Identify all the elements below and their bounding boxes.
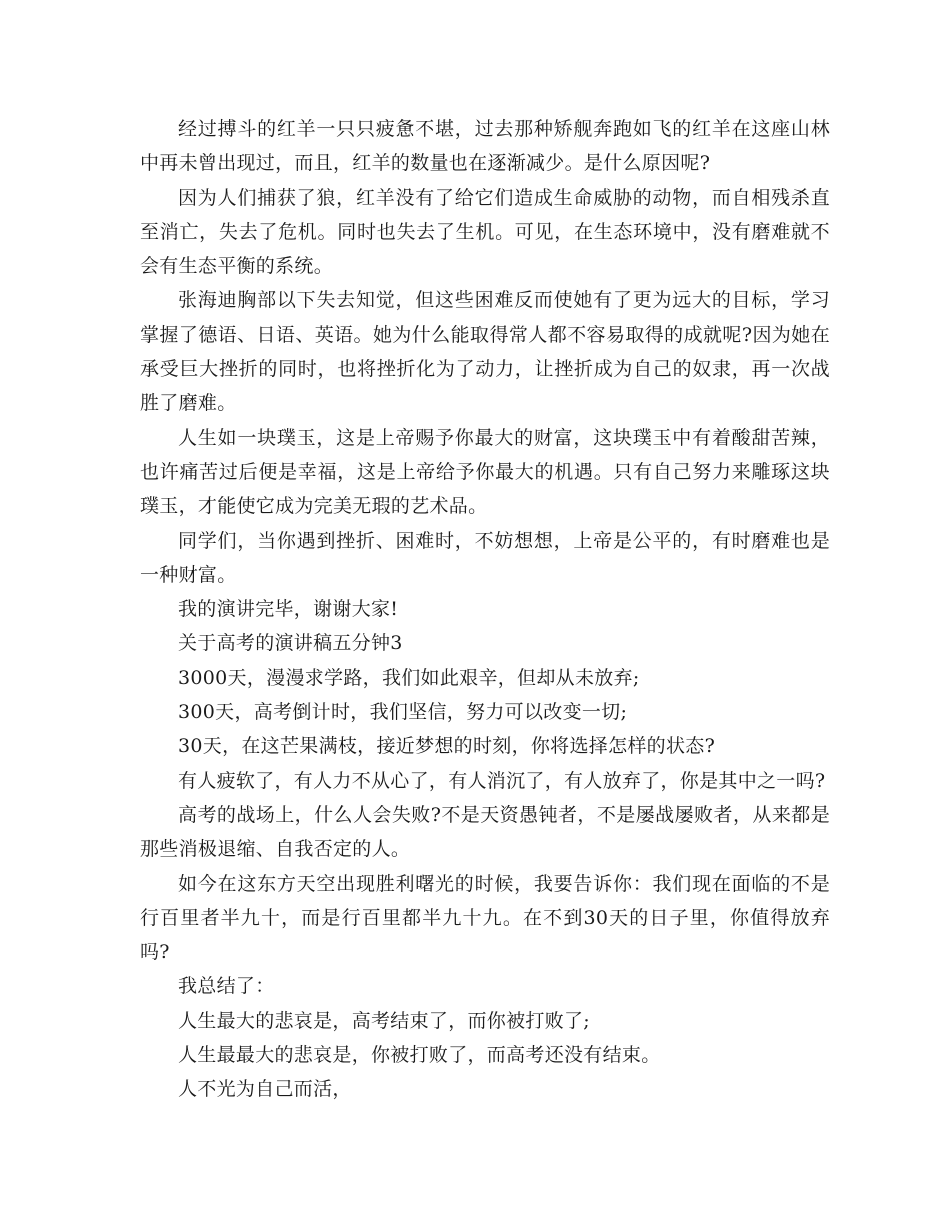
paragraph: 3000天，漫漫求学路，我们如此艰辛，但却从未放弃; xyxy=(178,666,640,689)
paragraph: 经过搏斗的红羊一只只疲惫不堪，过去那种矫舰奔跑如飞的红羊在这座山林中再未曾出现过，而且，红羊的数量也在逐渐减少。是什么原因呢? xyxy=(140,118,830,175)
closing-line: 我的演讲完毕，谢谢大家! xyxy=(178,598,399,621)
paragraph: 如今在这东方天空出现胜利曙光的时候，我要告诉你：我们现在面临的不是行百里者半九十，而是行百里都半九十九。在不到30天的日子里，你值得放弃吗? xyxy=(140,872,830,964)
paragraph: 30天，在这芒果满枝，接近梦想的时刻，你将选择怎样的状态? xyxy=(178,735,716,758)
paragraph: 张海迪胸部以下失去知觉，但这些困难反而使她有了更为远大的目标，学习掌握了德语、日语、英语。她为什么能取得常人都不容易取得的成就呢?因为她在承受巨大挫折的同时，也将挫折化为了动力，让挫折成为自己的奴隶，再一次战胜了磨难。 xyxy=(140,289,830,415)
paragraph: 人生最大的悲哀是，高考结束了，而你被打败了; xyxy=(178,1009,591,1032)
paragraph: 同学们，当你遇到挫折、困难时，不妨想想，上帝是公平的，有时磨难也是一种财富。 xyxy=(140,529,830,586)
paragraph: 人生如一块璞玉，这是上帝赐予你最大的财富，这块璞玉中有着酸甜苦辣，也许痛苦过后便是幸福，这是上帝给予你最大的机遇。只有自己努力来雕琢这块璞玉，才能使它成为完美无瑕的艺术品。 xyxy=(140,426,830,518)
document-body xyxy=(140,112,830,1107)
paragraph: 人不光为自己而活， xyxy=(178,1078,352,1101)
section-title: 关于高考的演讲稿五分钟3 xyxy=(178,632,403,655)
paragraph: 我总结了： xyxy=(178,975,275,998)
paragraph: 300天，高考倒计时，我们坚信，努力可以改变一切; xyxy=(178,701,628,724)
paragraph: 有人疲软了，有人力不从心了，有人消沉了，有人放弃了，你是其中之一吗? xyxy=(178,769,826,792)
paragraph: 高考的战场上，什么人会失败?不是天资愚钝者，不是屡战屡败者，从来都是那些消极退缩、自我否定的人。 xyxy=(140,803,830,861)
paragraph: 因为人们捕获了狼，红羊没有了给它们造成生命威胁的动物，而自相残杀直至消亡，失去了危机。同时也失去了生机。可见，在生态环境中，没有磨难就不会有生态平衡的系统。 xyxy=(140,186,830,278)
paragraph: 人生最最大的悲哀是，你被打败了，而高考还没有结束。 xyxy=(178,1044,661,1067)
